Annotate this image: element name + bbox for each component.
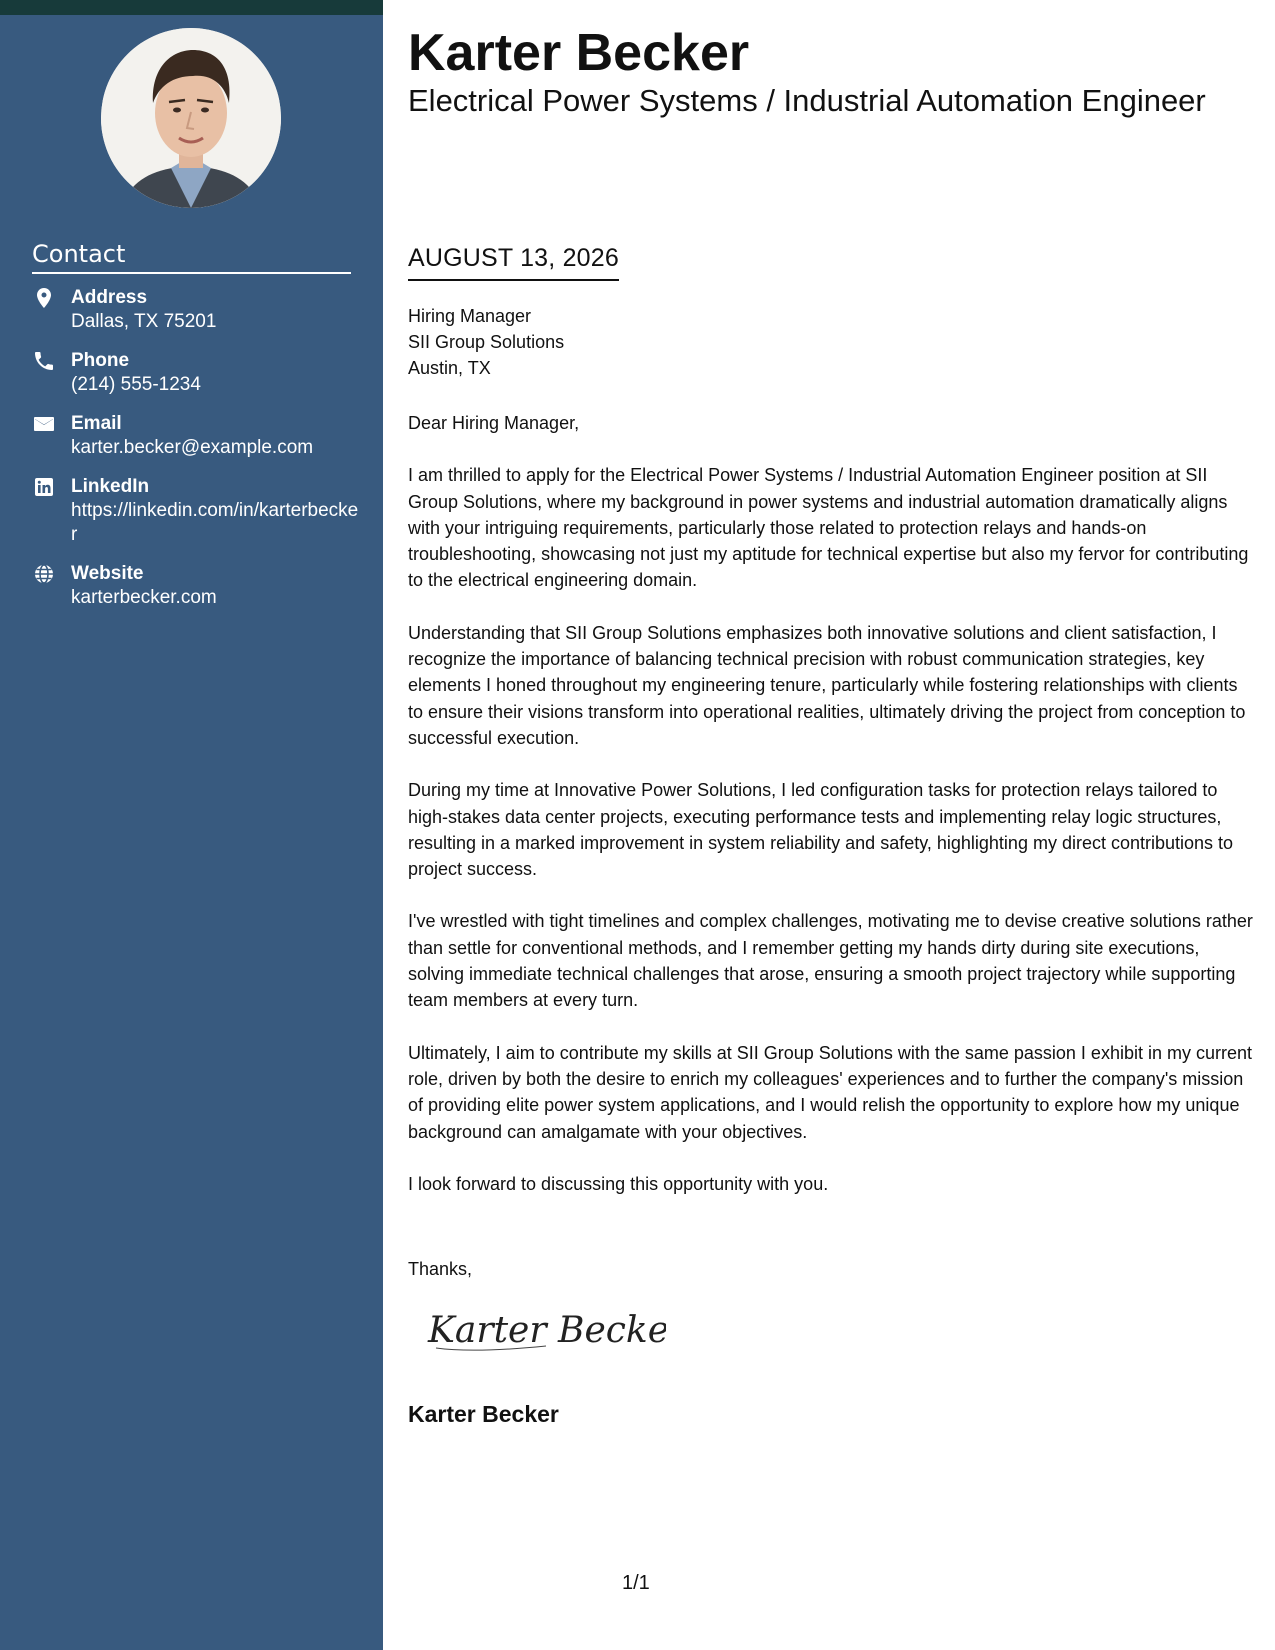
recipient-line: SII Group Solutions bbox=[408, 332, 565, 352]
signer-name: Karter Becker bbox=[408, 1401, 559, 1427]
contact-label: LinkedIn bbox=[71, 476, 150, 497]
contact-heading: Contact bbox=[32, 240, 351, 274]
contact-value-email[interactable]: karter.becker@example.com bbox=[71, 437, 314, 458]
avatar-photo bbox=[101, 28, 281, 208]
contact-label: Website bbox=[71, 563, 144, 584]
body-paragraph: During my time at Innovative Power Solutions, I led configuration tasks for protection relays tailored to high-stakes data center projects, executing performance tests and implementing relay logic structures, resulting in a marked improvement in system reliability and safety, highlighting my direct contributions to project success. bbox=[408, 780, 1234, 880]
body-paragraph: Understanding that SII Group Solutions emphasizes both innovative solutions and client satisfaction, I recognize the importance of balancing technical precision with robust communication strategies, key elements I honed throughout my engineering tenure, particularly while fostering relationships with clients to ensure their visions transform into operational realities, ultimately driving the project from conception to successful execution. bbox=[408, 622, 1246, 748]
contact-value-linkedin[interactable]: https://linkedin.com/in/karterbecker bbox=[71, 500, 359, 545]
map-pin-icon bbox=[32, 286, 58, 310]
body-paragraph: I look forward to discussing this opportunity with you. bbox=[408, 1173, 829, 1194]
body-paragraph: I've wrestled with tight timelines and complex challenges, motivating me to devise creative solutions rather than settle for conventional methods, and I remember getting my hands dirty during site executions, solving immediate technical challenges that arose, ensuring a smooth project trajectory while supporting team members at every turn. bbox=[408, 911, 1253, 1011]
avatar bbox=[101, 28, 281, 208]
sidebar-top-bar bbox=[0, 0, 383, 15]
body-paragraph: I am thrilled to apply for the Electrical Power Systems / Industrial Automation Engineer position at SII Group Solutions, where my background in power systems and industrial automation dramatically aligns with your intriguing requirements, particularly those related to protection relays and hands-on troubleshooting, showcasing not just my aptitude for technical expertise but also my fervor for contributing to the electrical engineering domain. bbox=[408, 465, 1249, 591]
phone-icon bbox=[32, 349, 58, 373]
handwritten-signature bbox=[426, 1300, 666, 1365]
letter-date: AUGUST 13, 2026 bbox=[408, 241, 619, 281]
letter-body bbox=[408, 410, 1253, 1223]
applicant-name: Karter Becker bbox=[408, 24, 750, 82]
closing: Thanks, bbox=[408, 1259, 473, 1279]
contact-value-website[interactable]: karterbecker.com bbox=[71, 587, 217, 608]
recipient-line: Austin, TX bbox=[408, 358, 491, 378]
letter-date-wrap bbox=[408, 241, 619, 281]
contact-value-phone: (214) 555-1234 bbox=[71, 374, 201, 395]
page-number: 1/1 bbox=[622, 1572, 650, 1594]
globe-icon bbox=[32, 562, 58, 586]
recipient-line: Hiring Manager bbox=[408, 306, 532, 326]
contact-value-address: Dallas, TX 75201 bbox=[71, 311, 217, 332]
contact-label: Address bbox=[71, 287, 148, 308]
signature-glyphs: Karter Becker bbox=[428, 1310, 666, 1351]
recipient-block bbox=[408, 303, 564, 381]
sidebar bbox=[0, 0, 383, 1650]
body-paragraph: Ultimately, I aim to contribute my skills at SII Group Solutions with the same passion I exhibit in my current role, driven by both the desire to enrich my colleagues' experiences and to further the company's mission of providing elite power system applications, and I would relish the opportunity to explore how my unique background can amalgamate with your objectives. bbox=[408, 1042, 1252, 1142]
linkedin-icon bbox=[32, 475, 58, 499]
contact-label: Email bbox=[71, 413, 122, 434]
contact-label: Phone bbox=[71, 350, 130, 371]
salutation: Dear Hiring Manager, bbox=[408, 413, 580, 433]
envelope-icon bbox=[32, 412, 58, 436]
applicant-title: Electrical Power Systems / Industrial Automation Engineer bbox=[408, 83, 1206, 118]
